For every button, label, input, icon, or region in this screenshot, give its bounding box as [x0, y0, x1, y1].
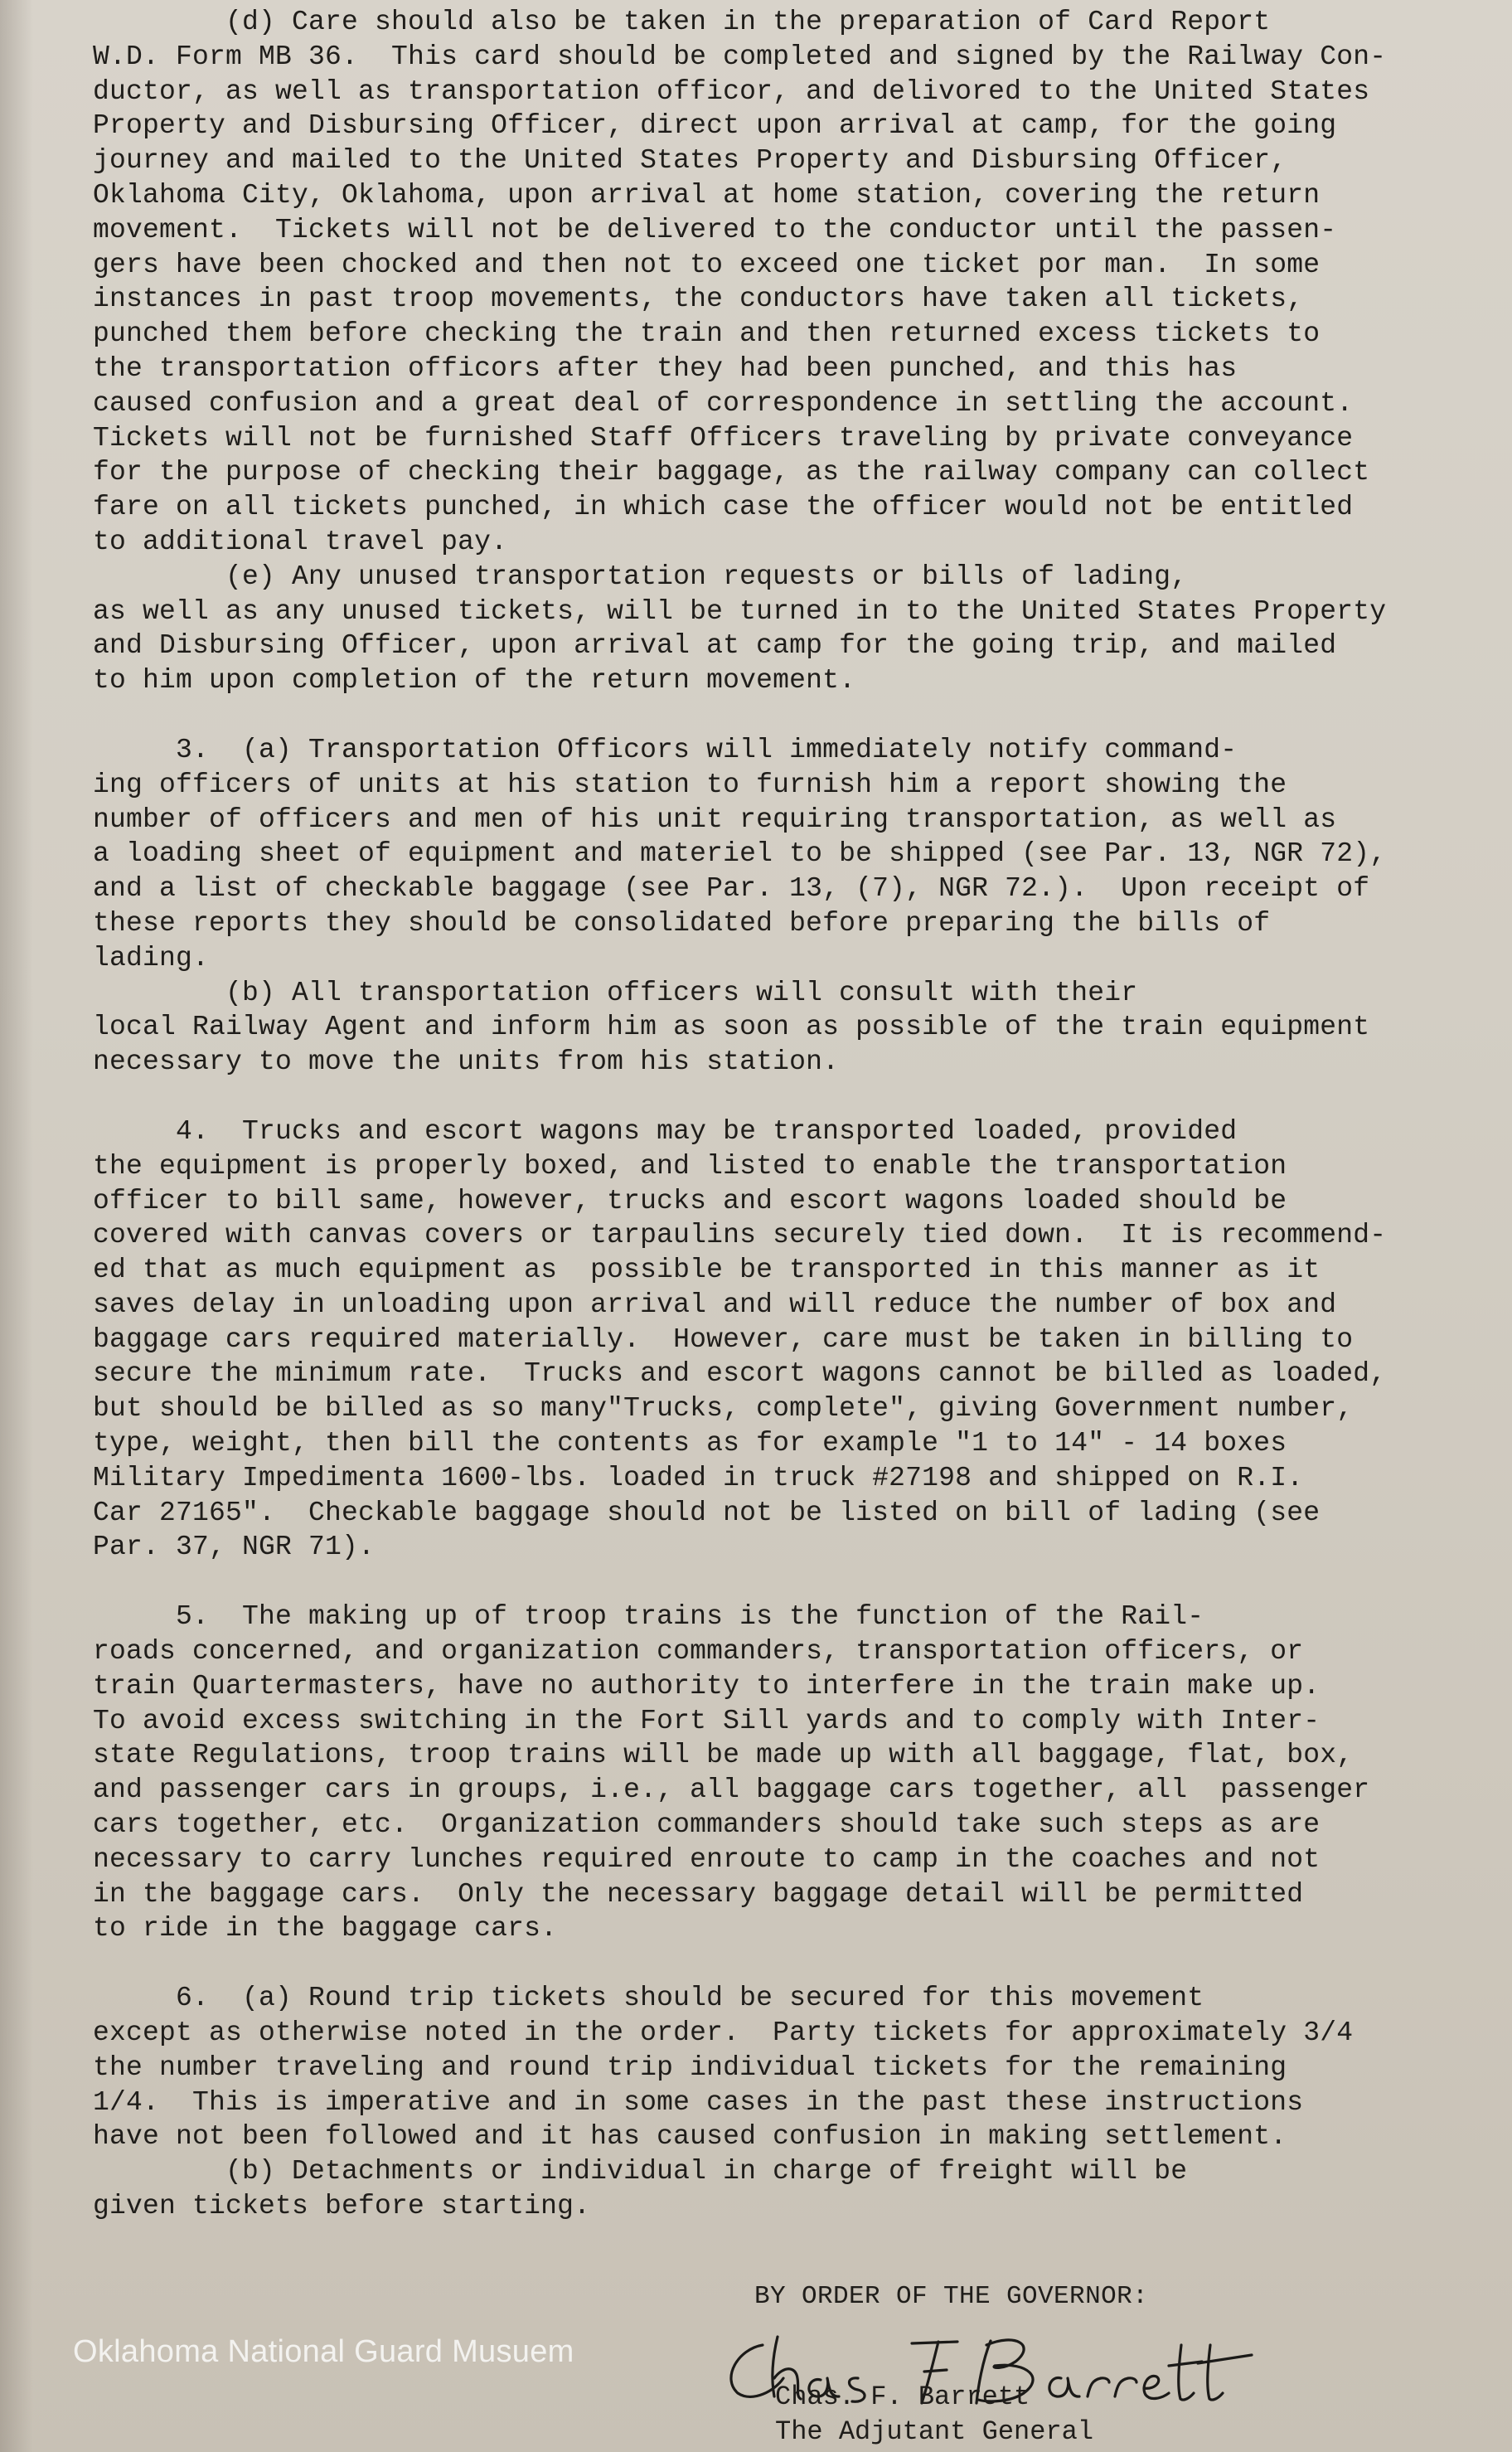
text-line: except as otherwise noted in the order. Party tickets for approximately 3/4 [93, 2017, 1354, 2049]
paragraph-2e [93, 560, 1462, 698]
paragraph-gap [93, 698, 1462, 733]
text-line: Property and Disbursing Officer, direct upon arrival at camp, for the going [93, 110, 1337, 142]
text-line: have not been followed and it has caused confusion in making settlement. [93, 2121, 1287, 2153]
text-line: for the purpose of checking their baggage, as the railway company can collect [93, 457, 1370, 488]
text-line: roads concerned, and organization commanders, transportation officers, or [93, 1636, 1304, 1668]
text-line: 4. Trucks and escort wagons may be transported loaded, provided [93, 1115, 1238, 1147]
paragraph-4 [93, 1114, 1462, 1565]
museum-watermark: Oklahoma National Guard Musuem [73, 2334, 574, 2369]
text-line: (b) All transportation officers will consult with their [93, 977, 1138, 1008]
text-line: ductor, as well as transportation officor, and delivored to the United States [93, 75, 1370, 107]
text-line: movement. Tickets will not be delivered to the conductor until the passen- [93, 214, 1337, 245]
text-line: number of officers and men of his unit requiring transportation, as well as [93, 804, 1337, 835]
text-line: officer to bill same, however, trucks and escort wagons loaded should be [93, 1185, 1287, 1216]
text-line: the transportation officors after they had been punched, and this has [93, 352, 1238, 384]
text-line: 1/4. This is imperative and in some cases in the past these instructions [93, 2086, 1304, 2118]
paragraph-2d [93, 5, 1462, 560]
paragraph-3b [93, 976, 1462, 1080]
text-line: in the baggage cars. Only the necessary baggage detail will be permitted [93, 1878, 1304, 1910]
text-line: saves delay in unloading upon arrival and will reduce the number of box and [93, 1289, 1337, 1320]
text-line: as well as any unused tickets, will be turned in to the United States Property [93, 595, 1387, 627]
text-line: given tickets before starting. [93, 2191, 591, 2222]
text-line: and a list of checkable baggage (see Par. 13, (7), NGR 72.). Upon receipt of [93, 873, 1370, 905]
text-line: but should be billed as so many"Trucks, complete", giving Government number, [93, 1393, 1354, 1425]
text-line: to ride in the baggage cars. [93, 1913, 558, 1945]
text-line: 6. (a) Round trip tickets should be secured for this movement [93, 1983, 1204, 2014]
text-line: ed that as much equipment as possible be transported in this manner as it [93, 1255, 1321, 1286]
paragraph-3a [93, 733, 1462, 976]
text-line: a loading sheet of equipment and materiel to be shipped (see Par. 13, NGR 72), [93, 838, 1387, 870]
text-line: (e) Any unused transportation requests or bills of lading, [93, 561, 1188, 592]
text-line: and Disbursing Officer, upon arrival at camp for the going trip, and mailed [93, 630, 1337, 662]
signer-title: The Adjutant General [775, 2416, 1094, 2447]
text-line: ing officers of units at his station to furnish him a report showing the [93, 769, 1287, 800]
text-line: caused confusion and a great deal of correspondence in settling the account. [93, 387, 1354, 419]
order-line: BY ORDER OF THE GOVERNOR: [754, 2282, 1149, 2311]
text-line: cars together, etc. Organization commanders should take such steps as are [93, 1809, 1321, 1841]
text-line: state Regulations, troop trains will be made up with all baggage, flat, box, [93, 1740, 1354, 1771]
text-line: W.D. Form MB 36. This card should be completed and signed by the Railway Con- [93, 41, 1387, 72]
text-line: lading. [93, 942, 210, 974]
signer-name: Chas. F. Barrett [775, 2382, 1030, 2412]
text-line: to him upon completion of the return movement. [93, 665, 856, 697]
paragraph-6a [93, 1981, 1462, 2154]
text-line: train Quartermasters, have no authority to interfere in the train make up. [93, 1670, 1321, 1702]
text-line: necessary to move the units from his station. [93, 1046, 840, 1078]
text-line: Oklahoma City, Oklahoma, upon arrival at home station, covering the return [93, 179, 1321, 211]
text-line: necessary to carry lunches required enroute to camp in the coaches and not [93, 1843, 1321, 1875]
text-line: Tickets will not be furnished Staff Officers traveling by private conveyance [93, 422, 1354, 454]
text-line: journey and mailed to the United States Property and Disbursing Officer, [93, 145, 1287, 177]
text-line: these reports they should be consolidated before preparing the bills of [93, 907, 1271, 939]
text-line: 5. The making up of troop trains is the function of the Rail- [93, 1601, 1204, 1633]
text-line: Military Impedimenta 1600-lbs. loaded in truck #27198 and shipped on R.I. [93, 1462, 1304, 1493]
text-line: 3. (a) Transportation Officors will immediately notify command- [93, 734, 1238, 765]
text-line: (d) Care should also be taken in the preparation of Card Report [93, 7, 1271, 37]
text-line: Par. 37, NGR 71). [93, 1532, 376, 1563]
text-line: local Railway Agent and inform him as soon as possible of the train equipment [93, 1012, 1370, 1043]
text-line: the number traveling and round trip individual tickets for the remaining [93, 2051, 1287, 2083]
text-line: baggage cars required materially. However, care must be taken in billing to [93, 1323, 1354, 1355]
text-line: and passenger cars in groups, i.e., all baggage cars together, all passenger [93, 1775, 1370, 1806]
text-line: secure the minimum rate. Trucks and escort wagons cannot be billed as loaded, [93, 1358, 1387, 1390]
text-line: To avoid excess switching in the Fort Sill yards and to comply with Inter- [93, 1705, 1321, 1736]
text-line: the equipment is properly boxed, and listed to enable the transportation [93, 1150, 1287, 1182]
text-line: covered with canvas covers or tarpaulins securely tied down. It is recommend- [93, 1220, 1387, 1251]
paragraph-gap [93, 1565, 1462, 1600]
text-line: fare on all tickets punched, in which case the officer would not be entitled [93, 492, 1354, 523]
text-line: type, weight, then bill the contents as for example "1 to 14" - 14 boxes [93, 1428, 1287, 1459]
paragraph-gap [93, 1946, 1462, 1981]
text-line: Car 27165". Checkable baggage should not be listed on bill of lading (see [93, 1497, 1321, 1528]
text-line: instances in past troop movements, the conductors have taken all tickets, [93, 284, 1304, 315]
paragraph-5 [93, 1600, 1462, 1946]
text-line: to additional travel pay. [93, 526, 508, 557]
paragraph-gap [93, 1080, 1462, 1114]
text-line: gers have been chocked and then not to exceed one ticket por man. In some [93, 249, 1321, 280]
paragraph-6b [93, 2154, 1462, 2224]
text-line: punched them before checking the train and then returned excess tickets to [93, 318, 1321, 350]
text-line: (b) Detachments or individual in charge of freight will be [93, 2156, 1188, 2187]
